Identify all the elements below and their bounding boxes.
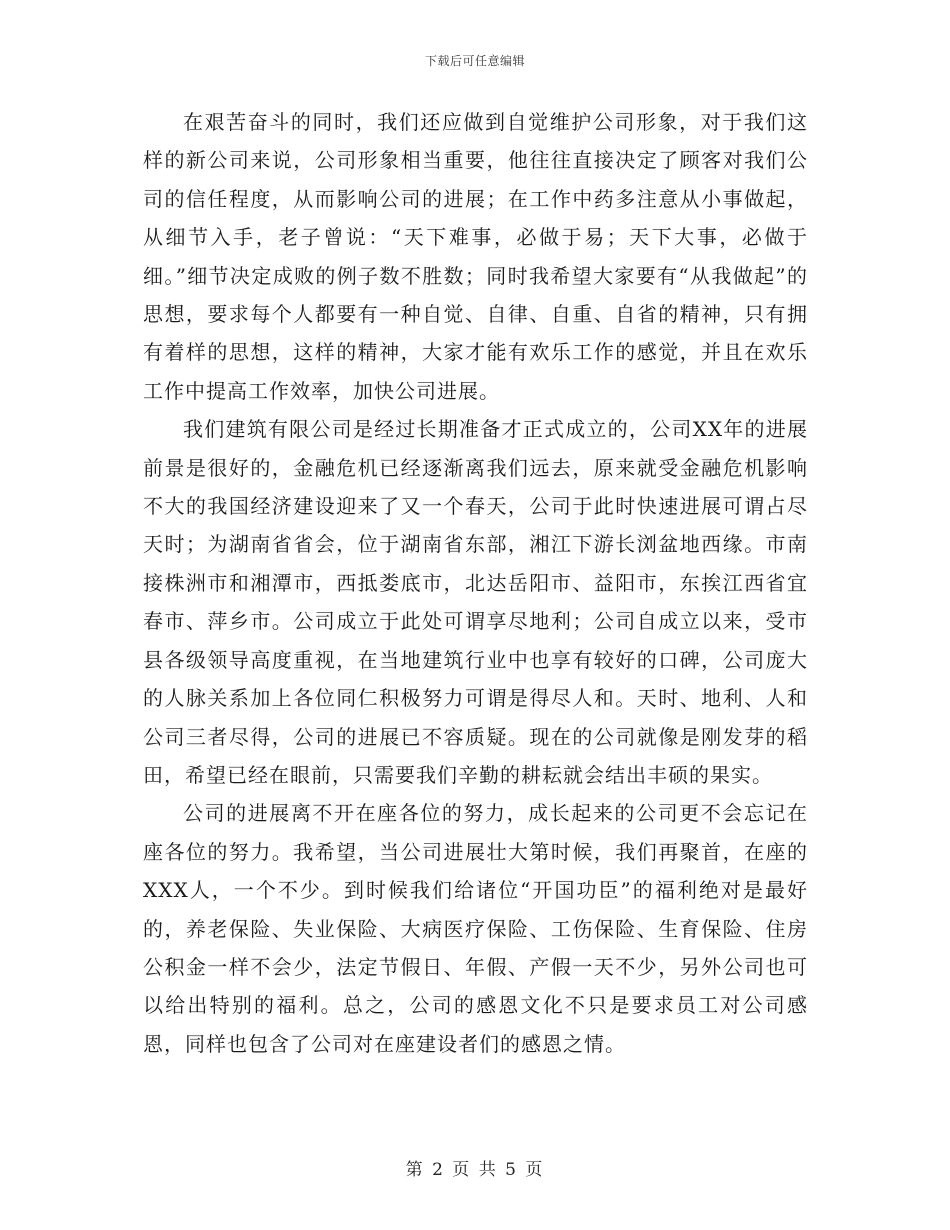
paragraph-1: 在艰苦奋斗的同时，我们还应做到自觉维护公司形象，对于我们这样的新公司来说，公司形象相当重要，他往往直接决定了顾客对我们公司的信任程度，从而影响公司的进展；在工作中药多注意从小事做起，从细节入手，老子曾说：“天下难事，必做于易；天下大事，必做于细。”细节决定成败的例子数不胜数；同时我希望大家要有“从我做起”的思想，要求每个人都要有一种自觉、自律、自重、自省的精神，只有拥有着样的思想，这样的精神，大家才能有欢乐工作的感觉，并且在欢乐工作中提高工作效率，加快公司进展。 bbox=[143, 110, 808, 403]
paragraph-2: 我们建筑有限公司是经过长期准备才正式成立的，公司XX年的进展前景是很好的，金融危机已经逐渐离我们远去，原来就受金融危机影响不大的我国经济建设迎来了又一个春天，公司于此时快速进展可谓占尽天时；为湖南省省会，位于湖南省东部，湘江下游长浏盆地西缘。市南接株洲市和湘潭市，西抵娄底市，北达岳阳市、益阳市，东挨江西省宜春市、萍乡市。公司成立于此处可谓享尽地利；公司自成立以来，受市县各级领导高度重视，在当地建筑行业中也享有较好的口碑，公司庞大的人脉关系加上各位同仁积极努力可谓是得尽人和。天时、地利、人和公司三者尽得，公司的进展已不容质疑。现在的公司就像是刚发芽的稻田，希望已经在眼前，只需要我们辛勤的耕耘就会结出丰硕的果实。 bbox=[143, 417, 808, 787]
page-header: 下载后可任意编辑 bbox=[424, 54, 525, 68]
page-number-footer: 第 2 页 共 5 页 bbox=[405, 1160, 545, 1180]
document-body bbox=[143, 103, 808, 1063]
paragraph-3: 公司的进展离不开在座各位的努力，成长起来的公司更不会忘记在座各位的努力。我希望，当公司进展壮大第时候，我们再聚首，在座的XXX人，一个不少。到时候我们给诸位“开国功臣”的福利绝对是最好的，养老保险、失业保险、大病医疗保险、工伤保险、生育保险、住房公积金一样不会少，法定节假日、年假、产假一天不少，另外公司也可以给出特别的福利。总之，公司的感恩文化不只是要求员工对公司感恩，同样也包含了公司对在座建设者们的感恩之情。 bbox=[143, 801, 808, 1056]
